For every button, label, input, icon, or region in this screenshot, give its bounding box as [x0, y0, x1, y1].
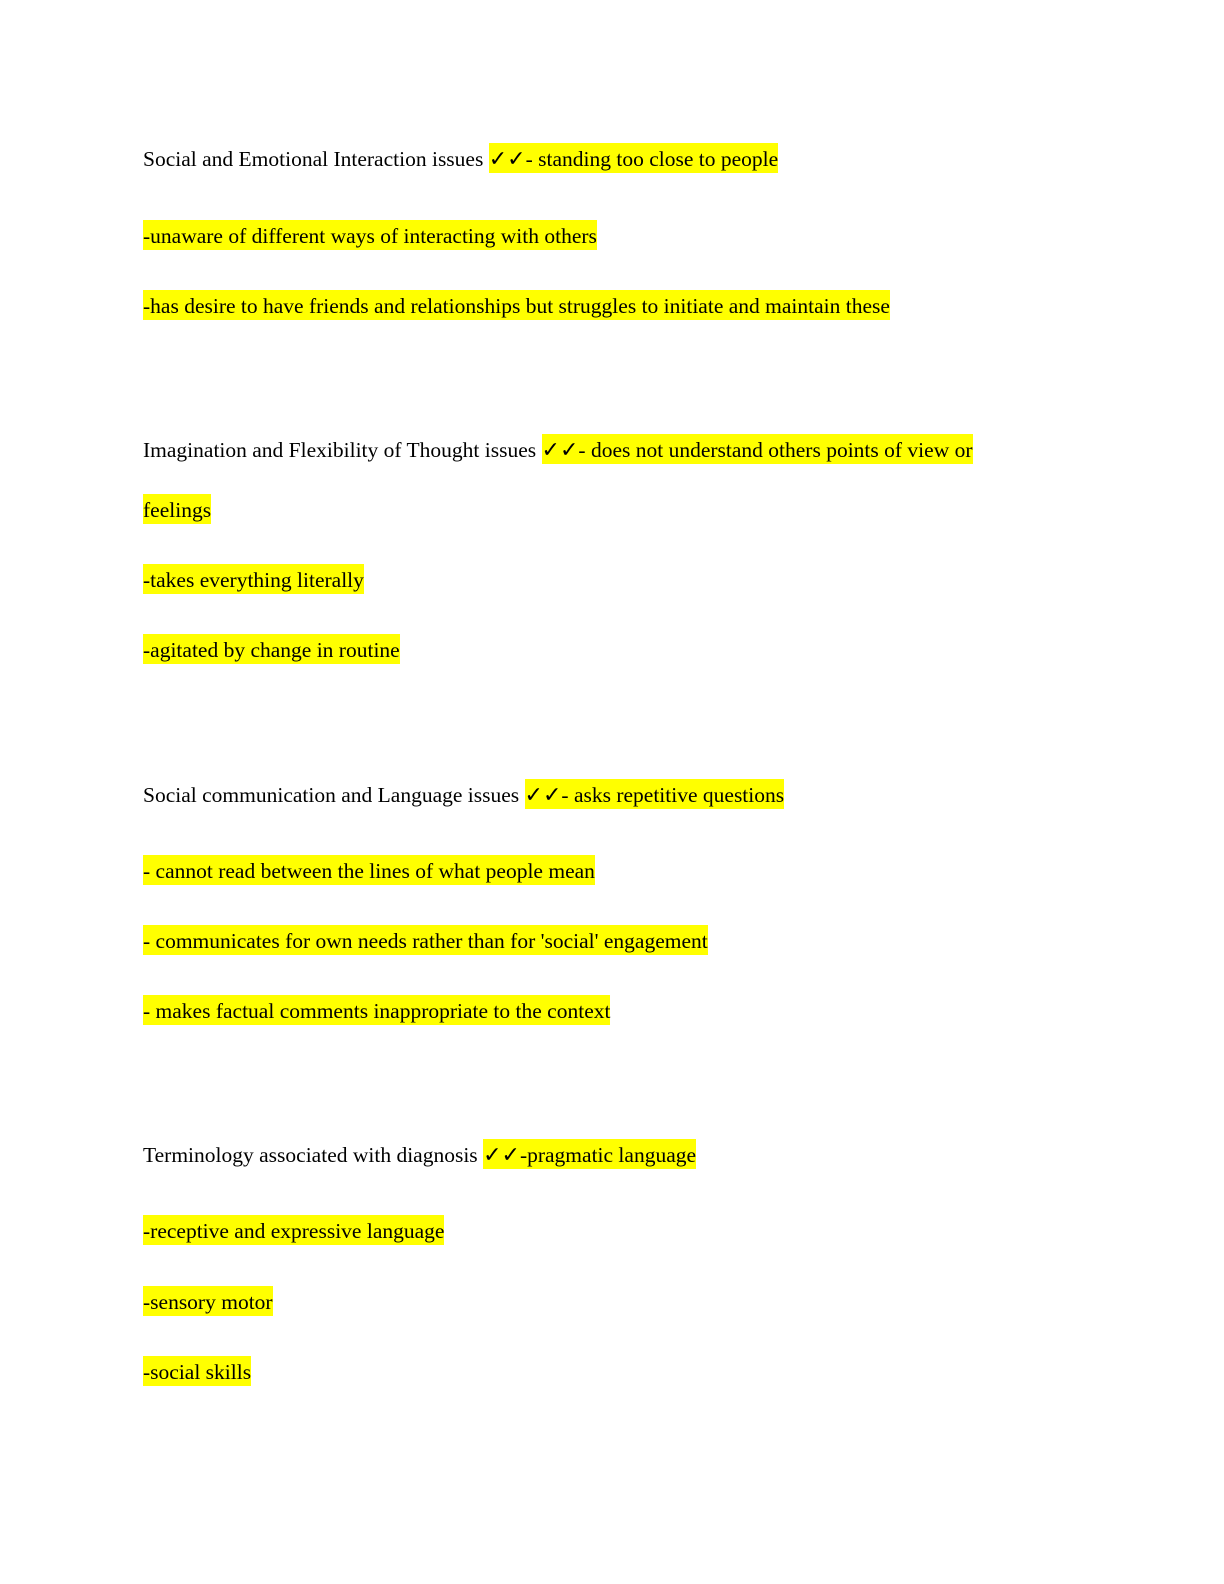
- section-1-first-item: ✓✓- standing too close to people: [489, 143, 778, 173]
- section-4-item-3: -social skills: [143, 1357, 251, 1387]
- section-1-heading: Social and Emotional Interaction issues: [143, 147, 484, 171]
- section-3-item-1: - cannot read between the lines of what people mean: [143, 856, 595, 886]
- section-3-heading: Social communication and Language issues: [143, 783, 520, 807]
- section-2-item-2: -agitated by change in routine: [143, 635, 400, 665]
- section-2-first-item: ✓✓- does not understand others points of view or: [542, 434, 973, 464]
- section-2-heading: Imagination and Flexibility of Thought issues: [143, 438, 537, 462]
- double-check-icon: ✓✓: [483, 1143, 520, 1168]
- section-3-item-2: - communicates for own needs rather than for 'social' engagement: [143, 926, 708, 956]
- section-1-item-2: -has desire to have friends and relationships but struggles to initiate and maintain these: [143, 291, 890, 321]
- section-3-heading-line: [143, 780, 784, 810]
- section-4-heading-line: [143, 1140, 696, 1170]
- section-3-item-3: - makes factual comments inappropriate to the context: [143, 996, 610, 1026]
- section-1-heading-line: [143, 144, 778, 174]
- double-check-icon: ✓✓: [541, 438, 579, 463]
- section-4-item-2: -sensory motor: [143, 1287, 273, 1317]
- section-1-item-1: -unaware of different ways of interacting with others: [143, 221, 597, 251]
- section-4-item-1: -receptive and expressive language: [143, 1216, 444, 1246]
- section-2-item-1: -takes everything literally: [143, 565, 364, 595]
- section-4-heading: Terminology associated with diagnosis: [143, 1143, 478, 1167]
- section-4-first-item: ✓✓-pragmatic language: [483, 1139, 696, 1169]
- double-check-icon: ✓✓: [524, 783, 562, 808]
- section-2-heading-line: [143, 435, 973, 465]
- section-3-first-item: ✓✓- asks repetitive questions: [525, 779, 785, 809]
- section-2-first-item-continued: feelings: [143, 495, 211, 525]
- double-check-icon: ✓✓: [488, 147, 526, 172]
